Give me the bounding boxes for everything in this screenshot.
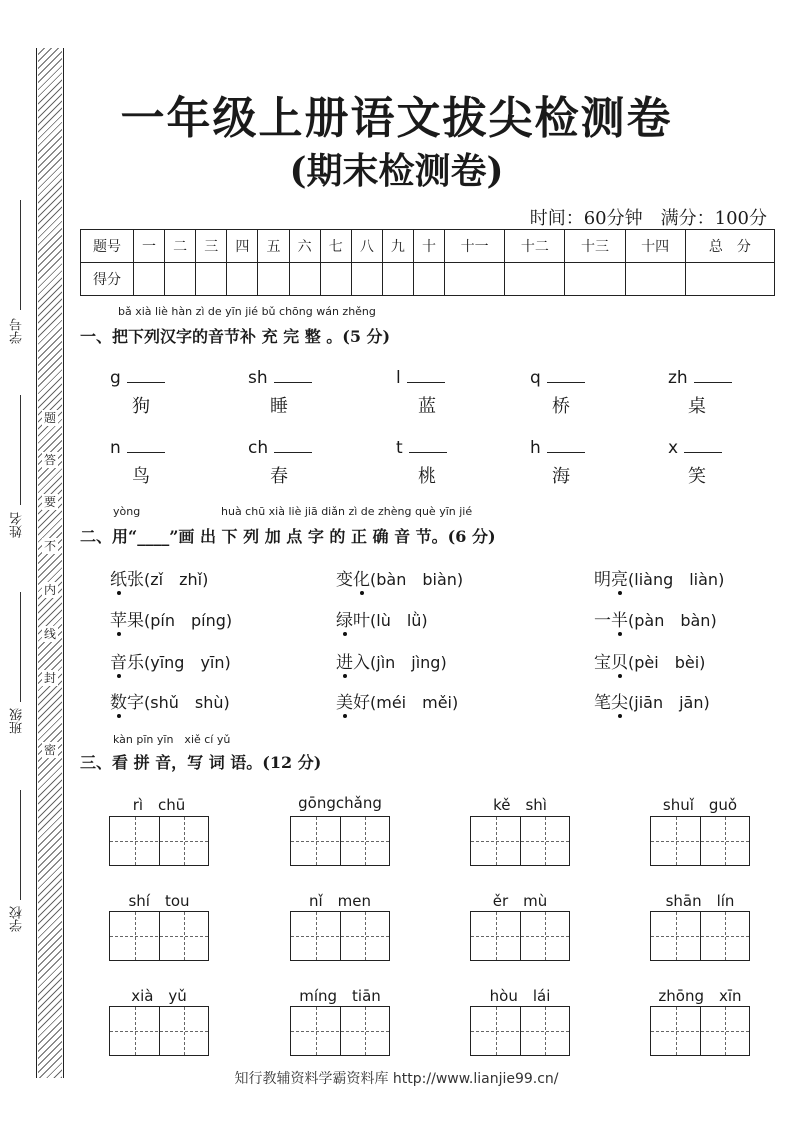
pronunciation-item: [594, 648, 705, 673]
hanzi-char: 桌: [688, 396, 706, 417]
grid-line: [135, 817, 136, 865]
word-pinyin: kě shì: [493, 796, 547, 814]
answer-blank[interactable]: [127, 368, 165, 383]
initial-letter: ch: [248, 438, 269, 458]
initial-letter: sh: [248, 368, 268, 388]
grid-line: [135, 912, 136, 960]
score-cell[interactable]: [565, 263, 625, 296]
pinyin-options[interactable]: (bàn biàn): [370, 570, 464, 589]
grid-line: [725, 1007, 726, 1055]
grid-line: [676, 817, 677, 865]
seal-char: 内: [43, 583, 56, 597]
grid-line: [496, 912, 497, 960]
score-header-cell: 九: [382, 230, 413, 263]
section1-pinyin: bǎ xià liè hàn zì de yīn jié bǔ chōng wán zhěng: [118, 305, 376, 318]
score-header-cell: 十二: [505, 230, 565, 263]
word: 苹果: [110, 611, 144, 631]
score-header-cell: 十四: [625, 230, 685, 263]
answer-blank[interactable]: [274, 368, 312, 383]
page-title: 一年级上册语文拔尖检测卷: [120, 93, 673, 144]
word-pinyin: shān lín: [665, 892, 735, 910]
word: 绿叶: [336, 611, 370, 631]
pronunciation-item: [110, 648, 231, 673]
writing-grid[interactable]: [650, 1006, 750, 1056]
score-header-cell: 四: [227, 230, 258, 263]
writing-grid[interactable]: [109, 816, 209, 866]
initial-letter: t: [396, 438, 403, 458]
emphasis-dot: [343, 674, 347, 678]
word-pinyin: míng tiān: [299, 987, 381, 1005]
grid-line: [471, 936, 569, 937]
grid-line: [725, 912, 726, 960]
word: 音乐: [110, 653, 144, 673]
grid-line: [110, 936, 208, 937]
score-header-cell: 七: [320, 230, 351, 263]
pinyin-options[interactable]: (yīng yīn): [144, 653, 231, 672]
section2-pinyin-2: huà chū xià liè jiā diǎn zì de zhèng què yīn jié: [221, 505, 473, 518]
word: 明亮: [594, 570, 628, 590]
pinyin-options[interactable]: (méi měi): [370, 693, 459, 712]
score-cell[interactable]: [289, 263, 320, 296]
pronunciation-item: [110, 688, 230, 713]
grid-line: [545, 912, 546, 960]
word: 美好: [336, 693, 370, 713]
pinyin-options[interactable]: (zǐ zhǐ): [144, 570, 209, 589]
initial-letter: q: [530, 368, 541, 388]
syllable-item: [248, 368, 348, 417]
score-cell[interactable]: [685, 263, 774, 296]
pronunciation-item: [594, 688, 710, 713]
answer-blank[interactable]: [274, 438, 312, 453]
hanzi-char: 笑: [688, 466, 706, 487]
section2-title: 二、用“____”画 出 下 列 加 点 字 的 正 确 音 节。(6 分): [80, 527, 496, 546]
emphasis-dot: [343, 632, 347, 636]
writing-grid[interactable]: [290, 816, 390, 866]
grid-line: [365, 912, 366, 960]
grid-line: [496, 817, 497, 865]
grid-line: [545, 1007, 546, 1055]
hanzi-char: 桃: [418, 466, 436, 487]
answer-blank[interactable]: [127, 438, 165, 453]
school-label: 学校: [10, 906, 25, 932]
word-pinyin: ěr mù: [492, 892, 548, 910]
seal-char: 密: [43, 743, 56, 757]
writing-grid[interactable]: [650, 816, 750, 866]
seal-char: 线: [43, 627, 56, 641]
binding-line-right: [63, 48, 64, 1078]
word-pinyin: nǐ men: [308, 892, 372, 910]
hanzi-char: 桥: [552, 396, 570, 417]
grid-line: [365, 1007, 366, 1055]
word-pinyin: shí tou: [128, 892, 190, 910]
grid-line: [471, 1031, 569, 1032]
word-pinyin: hòu lái: [489, 987, 551, 1005]
word: 进入: [336, 653, 370, 673]
section3-pinyin: kàn pīn yīn xiě cí yǔ: [113, 733, 231, 746]
grid-line: [184, 912, 185, 960]
grid-line: [316, 1007, 317, 1055]
answer-blank[interactable]: [547, 368, 585, 383]
initial-letter: x: [668, 438, 679, 458]
score-header-cell: 十三: [565, 230, 625, 263]
writing-grid[interactable]: [290, 911, 390, 961]
score-cell[interactable]: [625, 263, 685, 296]
syllable-item: [530, 438, 630, 487]
word: 纸张: [110, 570, 144, 590]
score-cell[interactable]: [165, 263, 196, 296]
word-pinyin: shuǐ guǒ: [662, 796, 738, 814]
initial-letter: h: [530, 438, 541, 458]
score-cell[interactable]: [227, 263, 258, 296]
binding-hatch: [38, 48, 62, 1078]
syllable-item: [668, 368, 768, 417]
score-cell[interactable]: [196, 263, 227, 296]
emphasis-dot: [618, 591, 622, 595]
score-header-cell: 八: [351, 230, 382, 263]
score-header-cell: 一: [134, 230, 165, 263]
word: 一半: [594, 611, 628, 631]
grid-line: [184, 817, 185, 865]
word-pinyin: gōngchǎng: [298, 794, 382, 812]
score-cell[interactable]: [445, 263, 505, 296]
grid-line: [110, 841, 208, 842]
school-line: [20, 790, 21, 900]
hanzi-char: 海: [552, 466, 570, 487]
syllable-item: [530, 368, 630, 417]
score-header-row: [81, 230, 775, 263]
syllable-item: [668, 438, 768, 487]
name-label: 姓名: [10, 512, 25, 538]
student-id-line: [20, 200, 21, 310]
score-cell[interactable]: [413, 263, 444, 296]
seal-char: 不: [43, 539, 56, 553]
grid-line: [365, 817, 366, 865]
word-pinyin: zhōng xīn: [658, 987, 742, 1005]
pinyin-options[interactable]: (pín píng): [144, 611, 233, 630]
emphasis-dot: [117, 714, 121, 718]
pronunciation-item: [594, 565, 724, 590]
word: 宝贝: [594, 653, 628, 673]
syllable-item: [110, 368, 210, 417]
score-cell[interactable]: [351, 263, 382, 296]
section2-pinyin-1: yòng: [113, 505, 141, 518]
score-header-cell: 二: [165, 230, 196, 263]
grid-line: [471, 841, 569, 842]
syllable-item: [110, 438, 210, 487]
emphasis-dot: [360, 591, 364, 595]
score-header-cell: 六: [289, 230, 320, 263]
grid-line: [676, 1007, 677, 1055]
page-subtitle: (期末检测卷): [289, 150, 504, 192]
writing-grid[interactable]: [470, 816, 570, 866]
seal-char: 要: [43, 495, 56, 509]
syllable-item: [396, 438, 496, 487]
grid-line: [316, 912, 317, 960]
writing-grid[interactable]: [290, 1006, 390, 1056]
emphasis-dot: [117, 632, 121, 636]
grid-line: [291, 1031, 389, 1032]
grid-line: [110, 1031, 208, 1032]
score-cell[interactable]: [320, 263, 351, 296]
score-header-cell: 十: [413, 230, 444, 263]
pronunciation-item: [336, 565, 463, 590]
grid-line: [725, 817, 726, 865]
emphasis-dot: [618, 674, 622, 678]
pronunciation-item: [594, 606, 717, 631]
grid-line: [316, 817, 317, 865]
score-header-cell: 三: [196, 230, 227, 263]
pinyin-options[interactable]: (jìn jìng): [370, 653, 447, 672]
writing-grid[interactable]: [109, 911, 209, 961]
writing-grid[interactable]: [109, 1006, 209, 1056]
section3-title: 三、看 拼 音，写 词 语。(12 分): [80, 753, 322, 772]
answer-blank[interactable]: [694, 368, 732, 383]
pronunciation-item: [336, 606, 428, 631]
grid-line: [545, 817, 546, 865]
score-input-row: [81, 263, 775, 296]
hanzi-char: 狗: [132, 396, 150, 417]
seal-char: 答: [43, 453, 56, 467]
student-id-label: 学号: [10, 318, 25, 344]
name-line: [20, 395, 21, 505]
class-label: 班级: [10, 708, 25, 734]
footer-text: 知行教辅资料学霸资料库 http://www.lianjie99.cn/: [234, 1071, 559, 1087]
word: 变化: [336, 570, 370, 590]
pronunciation-item: [110, 606, 232, 631]
answer-blank[interactable]: [547, 438, 585, 453]
score-cell[interactable]: [134, 263, 165, 296]
syllable-item: [248, 438, 348, 487]
emphasis-dot: [618, 632, 622, 636]
pinyin-options[interactable]: (liàng liàn): [628, 570, 725, 589]
class-line: [20, 592, 21, 702]
hanzi-char: 蓝: [418, 396, 436, 417]
word: 笔尖: [594, 693, 628, 713]
writing-grid[interactable]: [470, 1006, 570, 1056]
word: 数字: [110, 693, 144, 713]
writing-grid[interactable]: [470, 911, 570, 961]
grid-line: [651, 936, 749, 937]
grid-line: [291, 841, 389, 842]
seal-char: 题: [43, 411, 56, 425]
emphasis-dot: [618, 714, 622, 718]
grid-line: [291, 936, 389, 937]
initial-letter: n: [110, 438, 121, 458]
grid-line: [676, 912, 677, 960]
initial-letter: zh: [668, 368, 688, 388]
hanzi-char: 鸟: [132, 466, 150, 487]
score-header-cell: 总 分: [685, 230, 774, 263]
writing-grid[interactable]: [650, 911, 750, 961]
score-header-cell: 十一: [445, 230, 505, 263]
hanzi-char: 春: [270, 466, 288, 487]
seal-char: 封: [43, 671, 56, 685]
hanzi-char: 睡: [270, 396, 288, 417]
binding-line-left: [36, 48, 37, 1078]
grid-line: [496, 1007, 497, 1055]
pronunciation-item: [110, 565, 208, 590]
score-row-label: 得分: [81, 263, 134, 296]
score-cell[interactable]: [258, 263, 289, 296]
grid-line: [184, 1007, 185, 1055]
score-header-label: 题号: [81, 230, 134, 263]
answer-blank[interactable]: [407, 368, 445, 383]
pinyin-options[interactable]: (shǔ shù): [144, 693, 230, 712]
grid-line: [651, 841, 749, 842]
initial-letter: g: [110, 368, 121, 388]
emphasis-dot: [117, 674, 121, 678]
grid-line: [651, 1031, 749, 1032]
section1-title: 一、把下列汉字的音节补 充 完 整 。(5 分): [80, 327, 391, 346]
pinyin-options[interactable]: (pèi bèi): [628, 653, 706, 672]
pinyin-options[interactable]: (jiān jān): [628, 693, 710, 712]
grid-line: [135, 1007, 136, 1055]
pronunciation-item: [336, 688, 458, 713]
score-table: [80, 229, 775, 296]
initial-letter: l: [396, 368, 401, 388]
pronunciation-item: [336, 648, 447, 673]
score-cell[interactable]: [382, 263, 413, 296]
score-cell[interactable]: [505, 263, 565, 296]
pinyin-options[interactable]: (pàn bàn): [628, 611, 717, 630]
emphasis-dot: [117, 591, 121, 595]
word-pinyin: xià yǔ: [131, 987, 187, 1005]
syllable-item: [396, 368, 496, 417]
score-header-cell: 五: [258, 230, 289, 263]
emphasis-dot: [343, 714, 347, 718]
pinyin-options[interactable]: (lù lǜ): [370, 611, 428, 630]
time-info: 时间：60分钟 满分：100分: [529, 208, 767, 229]
answer-blank[interactable]: [409, 438, 447, 453]
answer-blank[interactable]: [684, 438, 722, 453]
word-pinyin: rì chū: [132, 796, 186, 814]
